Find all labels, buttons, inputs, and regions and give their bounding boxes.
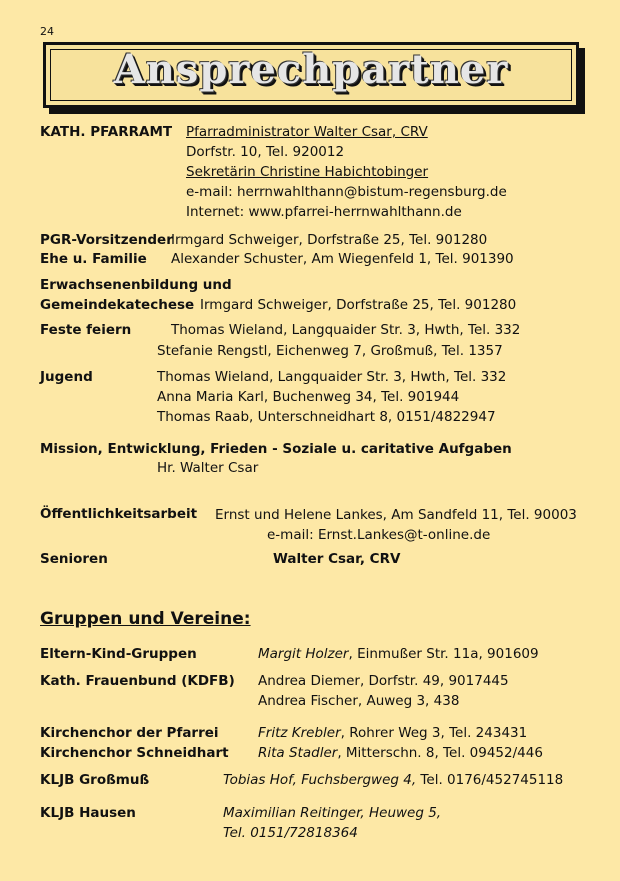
kljb1-label: KLJB Großmuß <box>40 772 150 788</box>
chor2-value <box>258 745 543 761</box>
oeff-value-1: Ernst und Helene Lankes, Am Sandfeld 11, Tel. 90003 <box>215 507 577 523</box>
chor1-value <box>258 725 527 741</box>
pfarramt-secretary: Sekretärin Christine Habichtobinger <box>186 164 429 180</box>
erw-label-line1: Erwachsenenbildung und <box>40 277 232 293</box>
kljb1-name: Tobias Hof, Fuchsbergweg 4, <box>223 772 417 788</box>
mission-value: Hr. Walter Csar <box>157 460 259 476</box>
eltern-value <box>258 646 539 662</box>
kljb2-value-2: Tel. 0151/72818364 <box>223 825 358 841</box>
eltern-name: Margit Holzer <box>258 646 349 662</box>
ehe-value: Alexander Schuster, Am Wiegenfeld 1, Tel. 901390 <box>171 251 514 267</box>
pfarramt-admin: Pfarradministrator Walter Csar, CRV <box>186 124 428 140</box>
kljb1-tel: Tel. 0176/452745118 <box>416 772 564 788</box>
jugend-value-3: Thomas Raab, Unterschneidhart 8, 0151/4822947 <box>157 409 496 425</box>
eltern-address: , Einmußer Str. 11a, 901609 <box>348 646 539 662</box>
mission-label: Mission, Entwicklung, Frieden - Soziale u. caritative Aufgaben <box>40 441 512 457</box>
jugend-label: Jugend <box>40 369 93 385</box>
senioren-value: Walter Csar, CRV <box>273 551 401 567</box>
eltern-label: Eltern-Kind-Gruppen <box>40 646 197 662</box>
kdfb-label: Kath. Frauenbund (KDFB) <box>40 673 235 689</box>
chor2-name: Rita Stadler <box>258 745 338 761</box>
feste-value-1: Thomas Wieland, Langquaider Str. 3, Hwth, Tel. 332 <box>171 322 521 338</box>
senioren-label: Senioren <box>40 551 108 567</box>
chor1-label: Kirchenchor der Pfarrei <box>40 725 219 741</box>
pfarramt-internet[interactable]: Internet: www.pfarrei-herrnwahlthann.de <box>186 204 462 220</box>
jugend-value-1: Thomas Wieland, Langquaider Str. 3, Hwth, Tel. 332 <box>157 369 507 385</box>
pfarramt-email[interactable]: e-mail: herrnwahlthann@bistum-regensburg.de <box>186 184 507 200</box>
chor1-name: Fritz Krebler <box>258 725 341 741</box>
kdfb-value-1: Andrea Diemer, Dorfstr. 49, 9017445 <box>258 673 509 689</box>
feste-label: Feste feiern <box>40 322 132 338</box>
kljb2-value-1: Maximilian Reitinger, Heuweg 5, <box>223 805 442 821</box>
pgr-label: PGR-Vorsitzender <box>40 232 173 248</box>
erw-label-line2: Gemeindekatechese <box>40 297 195 313</box>
chor2-address: , Mitterschn. 8, Tel. 09452/446 <box>337 745 543 761</box>
page-title: Ansprechpartner <box>113 46 509 93</box>
jugend-value-2: Anna Maria Karl, Buchenweg 34, Tel. 901944 <box>157 389 460 405</box>
chor2-label: Kirchenchor Schneidhart <box>40 745 229 761</box>
pfarramt-label: KATH. PFARRAMT <box>40 124 173 140</box>
kljb2-label: KLJB Hausen <box>40 805 136 821</box>
oeff-label: Öffentlichkeitsarbeit <box>40 506 198 522</box>
groups-heading: Gruppen und Vereine: <box>40 609 251 629</box>
pgr-value: Irmgard Schweiger, Dorfstraße 25, Tel. 901280 <box>171 232 488 248</box>
ehe-label: Ehe u. Familie <box>40 251 147 267</box>
erw-value: Irmgard Schweiger, Dorfstraße 25, Tel. 901280 <box>200 297 517 313</box>
kdfb-value-2: Andrea Fischer, Auweg 3, 438 <box>258 693 460 709</box>
chor1-address: , Rohrer Weg 3, Tel. 243431 <box>340 725 528 741</box>
pfarramt-address: Dorfstr. 10, Tel. 920012 <box>186 144 345 160</box>
oeff-value-2[interactable]: e-mail: Ernst.Lankes@t-online.de <box>267 527 491 543</box>
kljb1-value <box>223 772 563 788</box>
page-number: 24 <box>40 25 54 38</box>
feste-value-2: Stefanie Rengstl, Eichenweg 7, Großmuß, Tel. 1357 <box>157 343 503 359</box>
title-banner <box>43 42 579 108</box>
